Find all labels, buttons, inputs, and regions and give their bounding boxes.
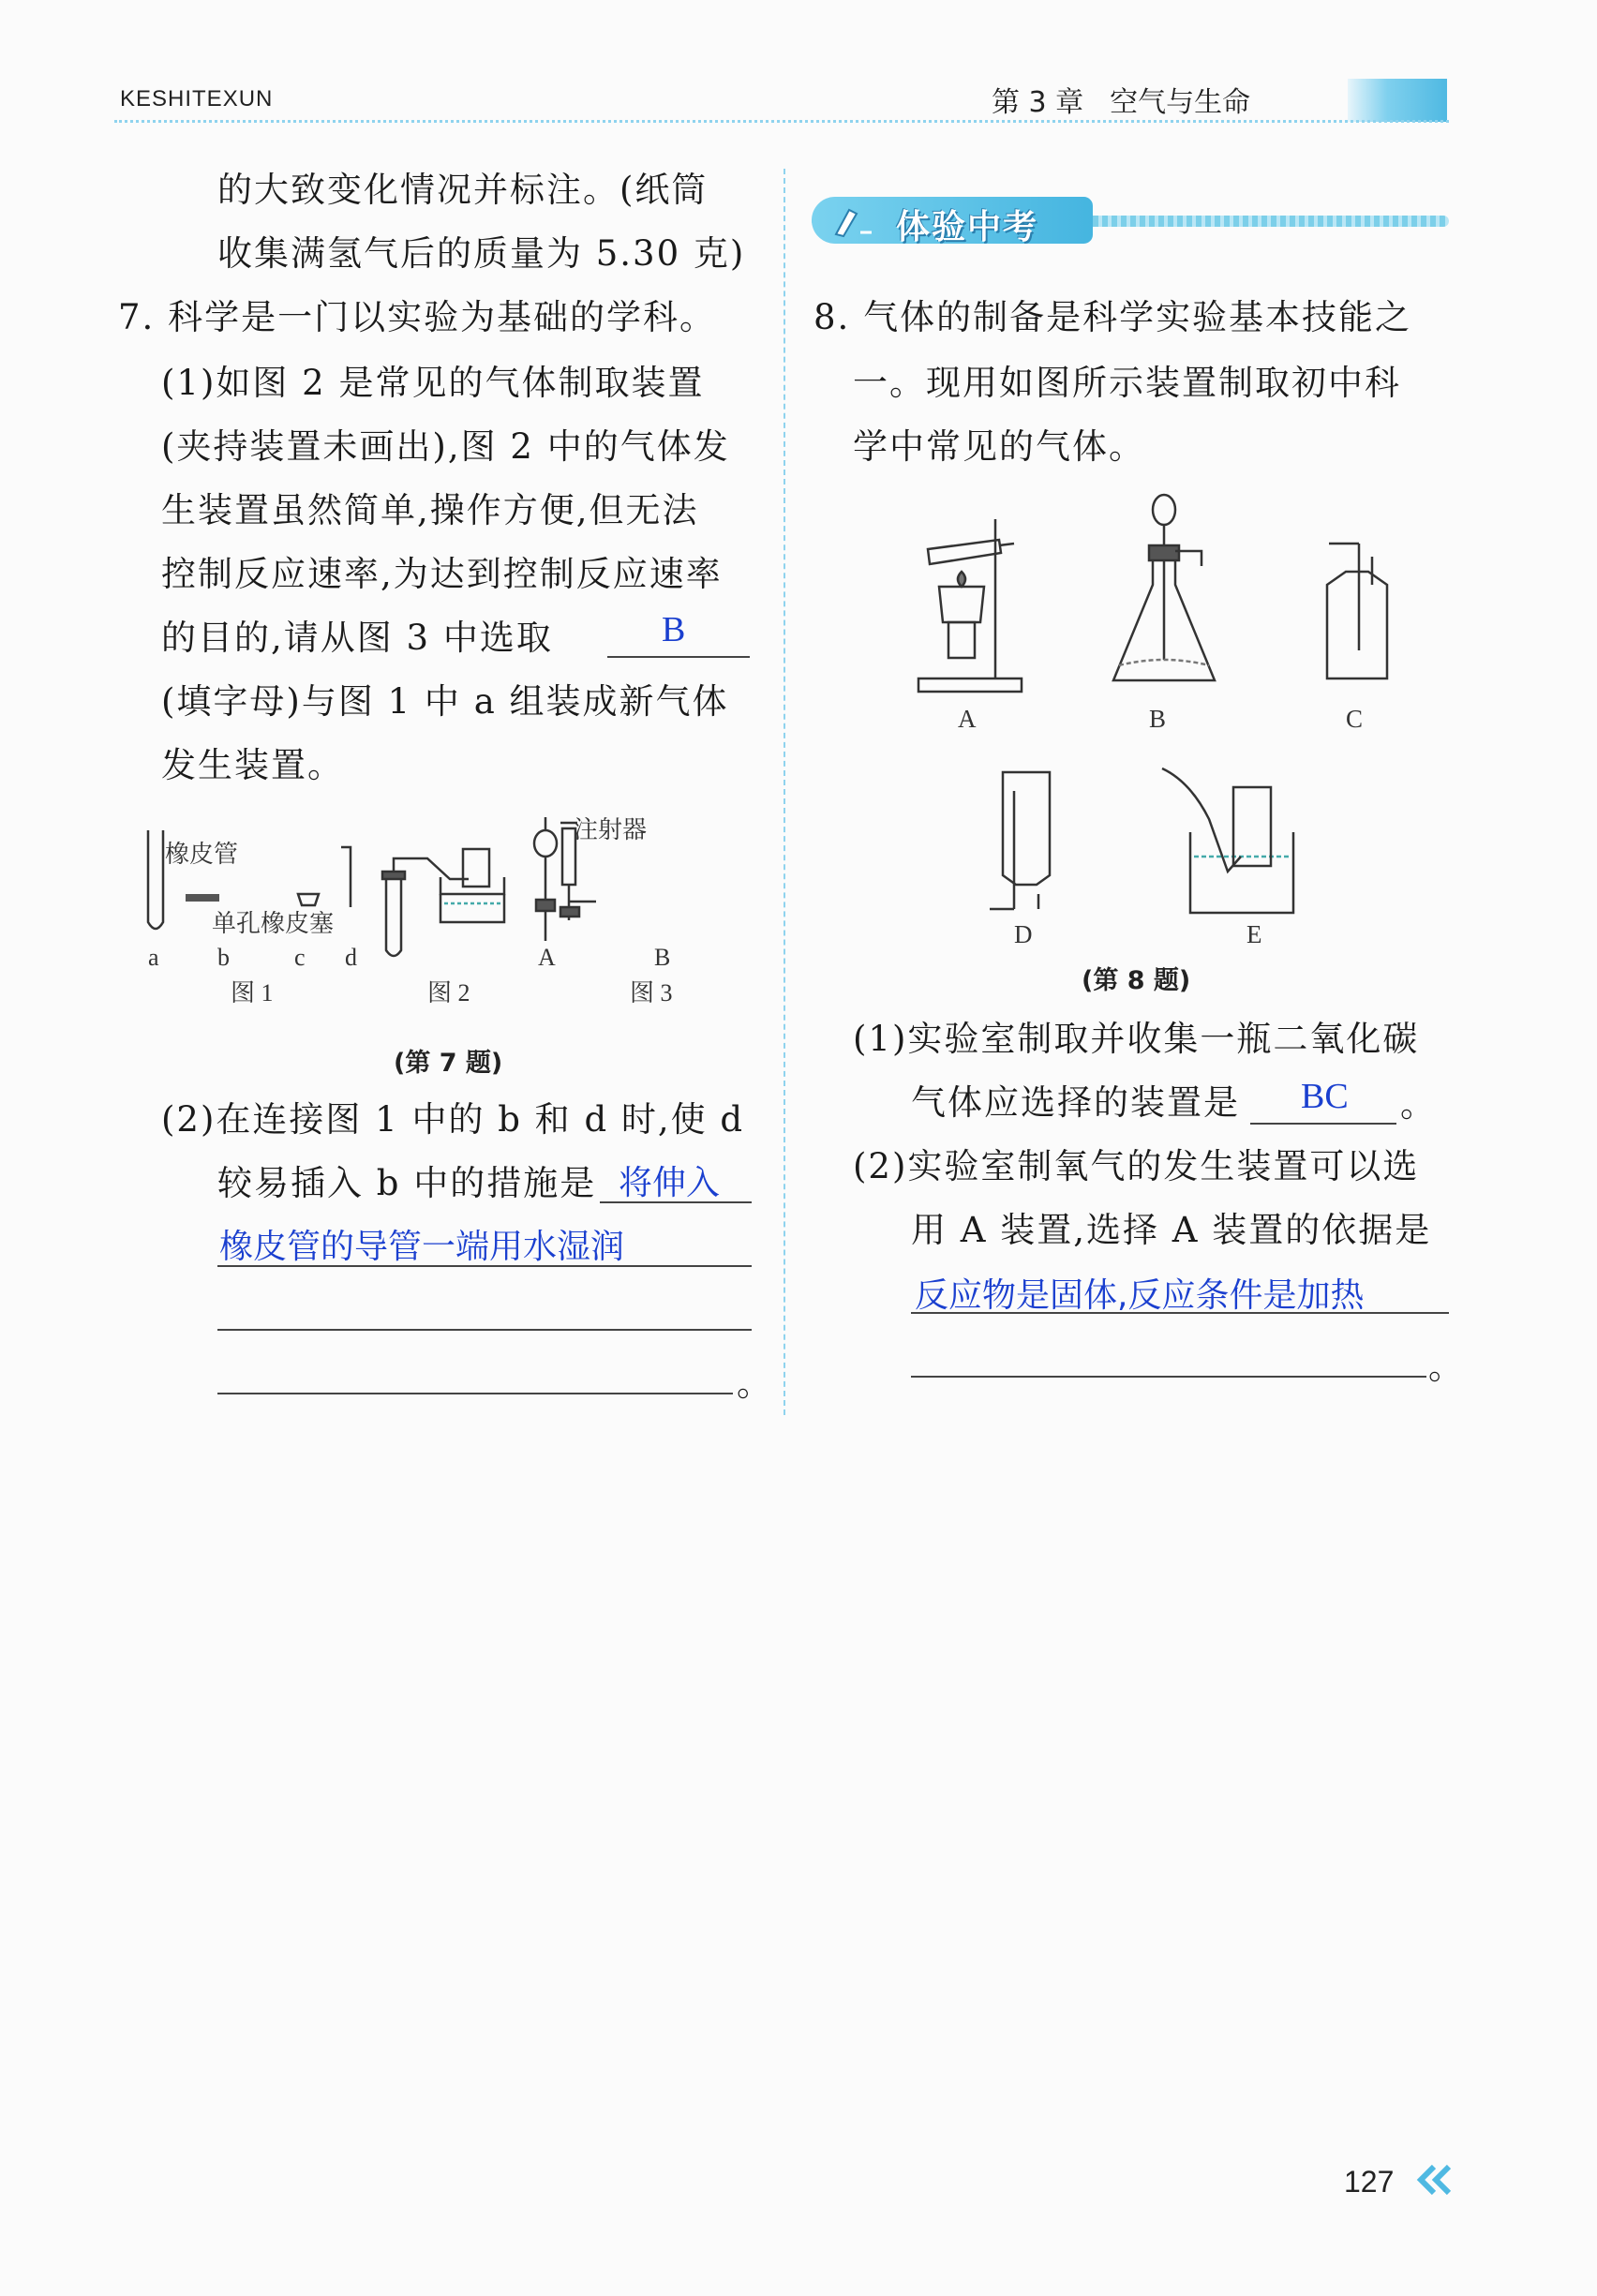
q8-part2-answer: 反应物是固体,反应条件是加热 [915, 1276, 1365, 1315]
q8-stem-line2: 一。现用如图所示装置制取初中科 [853, 363, 1401, 403]
pen-icon [832, 204, 873, 238]
q7-part2-blank-2 [217, 1265, 752, 1267]
q7-part2-line1: (2)在连接图 1 中的 b 和 d 时,使 d [161, 1099, 745, 1140]
q8-part1-line1: (1)实验室制取并收集一瓶二氧化碳 [853, 1019, 1420, 1059]
fig8-apparatus-B [1113, 495, 1215, 680]
q7-part2-blank-4 [217, 1393, 733, 1394]
fig8-apparatus-D [990, 772, 1050, 909]
fig7-label-fig2: 图 2 [427, 979, 470, 1006]
fig8-label-A: A [958, 705, 977, 733]
figure-8-apparatus [909, 482, 1396, 960]
fig7-label-rubber-tube: 橡皮管 [165, 841, 239, 868]
fig7-label-d: d [345, 944, 357, 971]
q8-part1-line2: 气体应选择的装置是 [911, 1082, 1240, 1123]
q7-part1-line5: 的目的,请从图 3 中选取 [161, 618, 553, 658]
series-title: KESHITEXUN [120, 86, 274, 112]
q7-part1-line4: 控制反应速率,为达到控制反应速率 [161, 554, 723, 594]
fig8-label-E: E [1246, 920, 1262, 948]
q8-part2-line2: 用 A 装置,选择 A 装置的依据是 [911, 1210, 1432, 1250]
chapter-number: 第 3 章 [992, 86, 1084, 119]
fig7-label-syringe: 注射器 [574, 816, 648, 843]
q7-part1-line7: 发生装置。 [161, 745, 344, 785]
fig7-stopper-c [298, 894, 319, 905]
figure-7-apparatus [141, 810, 769, 1025]
q8-stem-line3: 学中常见的气体。 [853, 426, 1145, 467]
q7-stem: 7. 科学是一门以实验为基础的学科。 [118, 297, 717, 337]
fig7-bent-tube-d [341, 847, 351, 907]
q8-stem-line1: 8. 气体的制备是科学实验基本技能之 [813, 297, 1412, 337]
fig7-label-b: b [217, 944, 230, 971]
q7-part1-answer: B [662, 610, 686, 649]
fig7-caption: (第 7 题) [394, 1049, 503, 1078]
q7-part2-answer-2: 橡皮管的导管一端用水湿润 [219, 1228, 625, 1266]
q7-end-mark: 。 [737, 1364, 773, 1404]
fig7-label-a: a [148, 944, 159, 971]
q7-part1-blank [607, 656, 750, 658]
q8-part2-blank-2 [911, 1376, 1426, 1378]
q8-part2-blank-1 [911, 1312, 1449, 1314]
fig8-label-D: D [1014, 920, 1033, 948]
column-divider [784, 169, 785, 1415]
q7-part1-line1: (1)如图 2 是常见的气体制取装置 [161, 363, 705, 403]
q8-part1-end-mark: 。 [1400, 1084, 1437, 1125]
fig8-label-B: B [1149, 705, 1167, 733]
q7-part1-line2: (夹持装置未画出),图 2 中的气体发 [161, 426, 730, 467]
q8-part2-line1: (2)实验室制氧气的发生装置可以选 [853, 1146, 1420, 1186]
q7-part2-answer-1: 将伸入 [619, 1164, 721, 1202]
q8-part1-blank [1250, 1123, 1396, 1125]
fig7-figure2-apparatus [382, 849, 504, 956]
page-number: 127 [1344, 2165, 1395, 2199]
header-divider [114, 120, 1449, 123]
section-banner [812, 195, 1449, 246]
double-chevron-left-icon [1415, 2163, 1455, 2197]
q8-part1-answer: BC [1301, 1077, 1349, 1116]
chapter-heading [992, 79, 1250, 120]
fig8-label-C: C [1346, 705, 1364, 733]
fig7-label-c: c [294, 944, 306, 971]
fig7-rubber-tube-b [186, 894, 219, 902]
q7-part1-line6: (填字母)与图 1 中 a 组装成新气体 [161, 681, 729, 722]
fig7-apparatus-A [534, 817, 557, 941]
header-color-tab [1348, 79, 1447, 122]
fig8-apparatus-C [1327, 544, 1387, 678]
q7-part2-blank-3 [217, 1329, 752, 1331]
continued-line-1: 的大致变化情况并标注。(纸筒 [217, 170, 709, 210]
fig8-apparatus-A [918, 519, 1022, 692]
fig8-caption: (第 8 题) [1082, 966, 1191, 995]
fig7-label-B: B [654, 944, 671, 971]
fig7-label-fig1: 图 1 [231, 979, 274, 1006]
q7-part1-line3: 生装置虽然简单,操作方便,但无法 [161, 490, 699, 530]
chapter-title: 空气与生命 [1110, 86, 1251, 119]
q8-part2-end-mark: 。 [1428, 1347, 1465, 1387]
fig7-label-stopper: 单孔橡皮塞 [212, 910, 335, 937]
fig7-label-A: A [538, 944, 556, 971]
fig7-test-tube-a [148, 830, 163, 929]
continued-line-2: 收集满氢气后的质量为 5.30 克) [217, 233, 746, 274]
q7-part2-line2: 较易插入 b 中的措施是 [217, 1163, 597, 1203]
fig8-apparatus-E [1162, 768, 1293, 913]
q7-part2-blank-1 [600, 1201, 752, 1203]
fig7-label-fig3: 图 3 [630, 979, 673, 1006]
banner-title: 体验中考 [896, 208, 1039, 246]
